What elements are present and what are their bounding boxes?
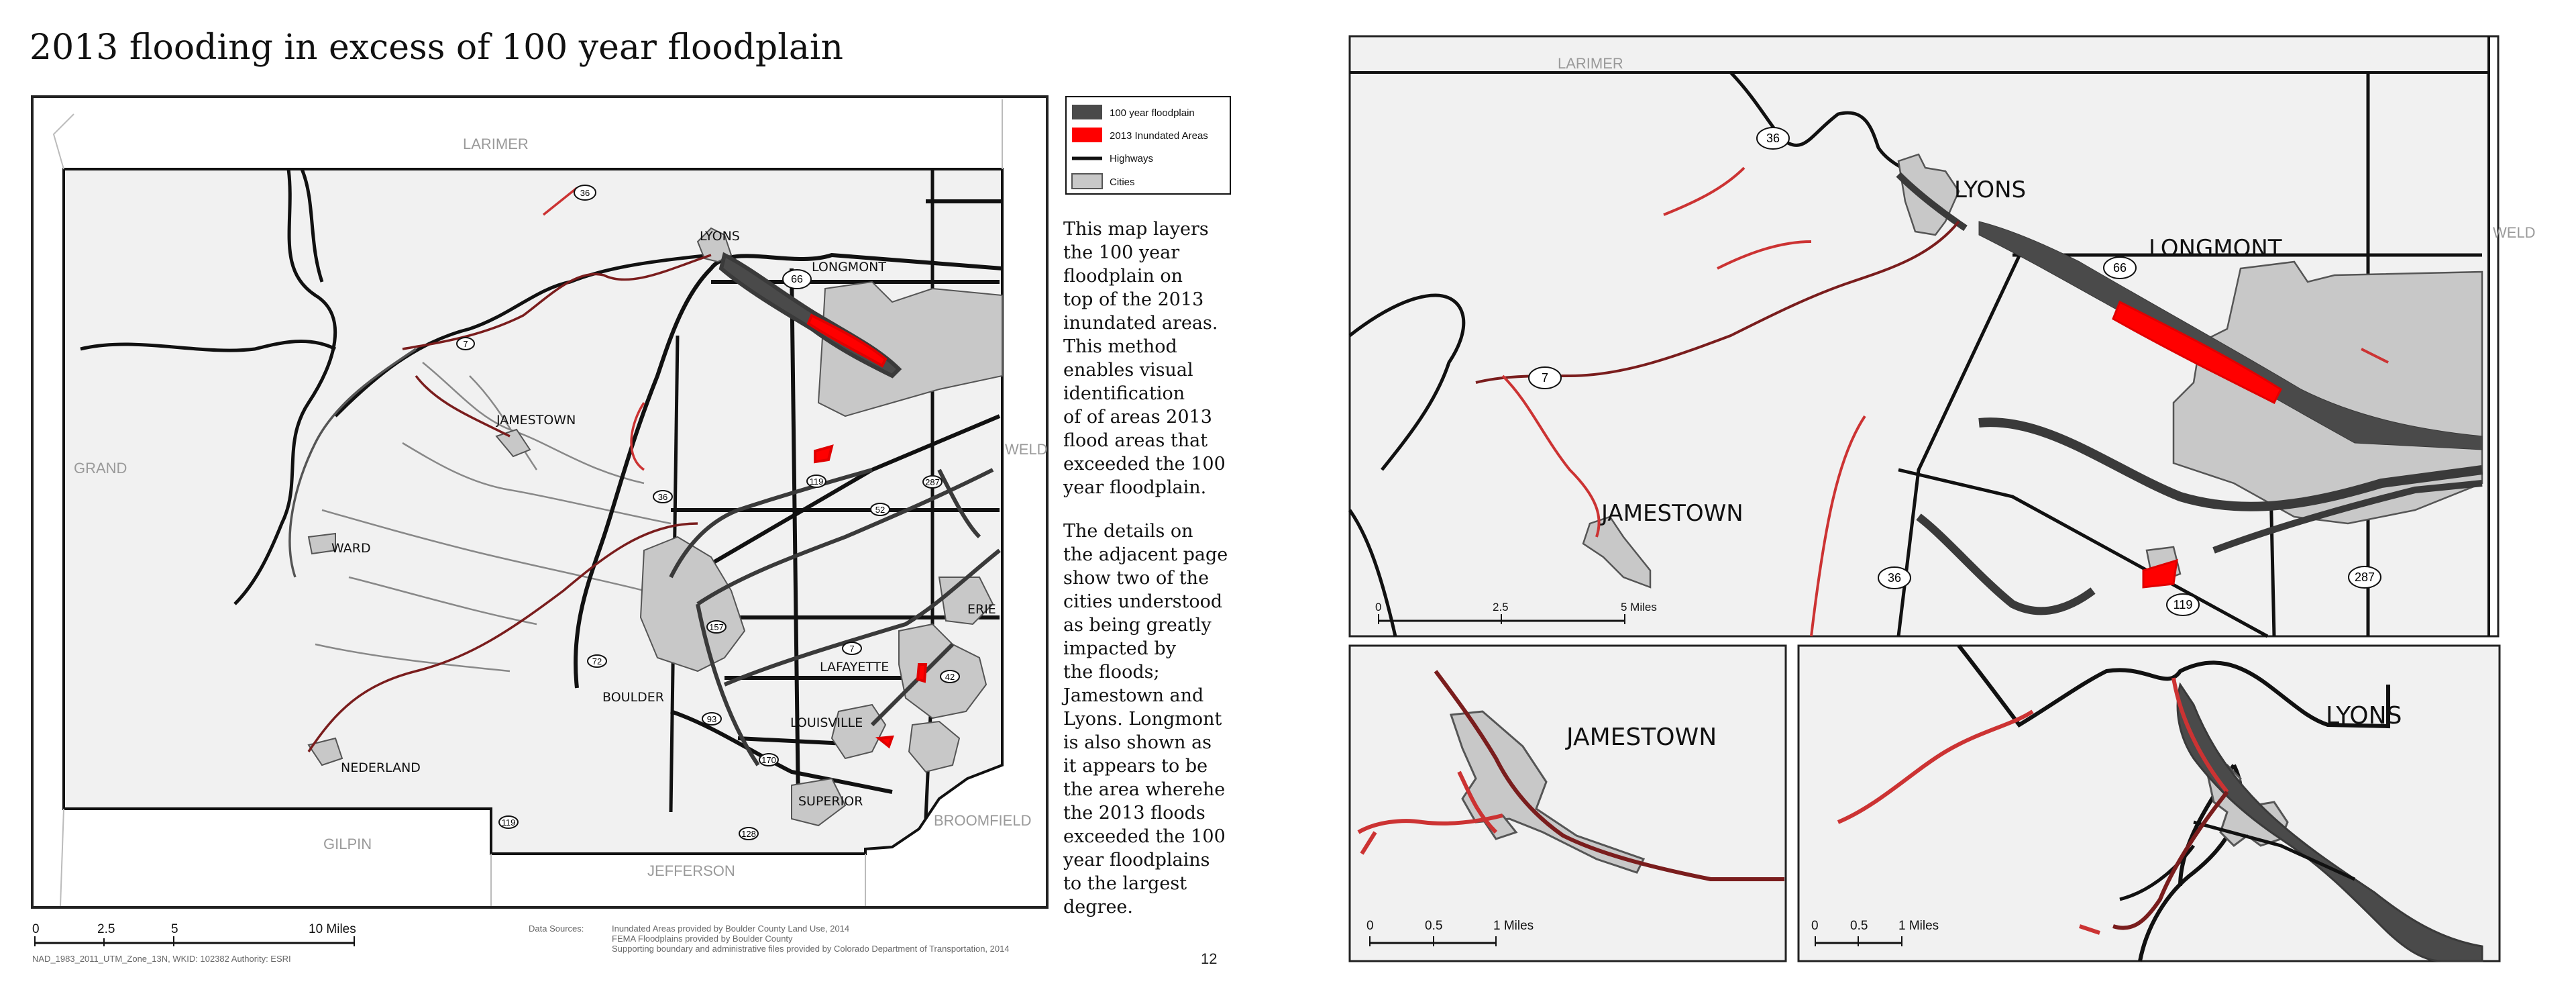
- highway-shield: [759, 754, 778, 766]
- city-label-superior: SUPERIOR: [798, 794, 863, 809]
- svg-text:Jamestown and: Jamestown and: [1063, 685, 1204, 706]
- svg-text:170: 170: [761, 755, 776, 765]
- county-label-broomfield: BROOMFIELD: [934, 812, 1032, 829]
- legend-swatch-cities: [1072, 174, 1102, 189]
- svg-text:0: 0: [1375, 601, 1382, 613]
- county-label-grand: GRAND: [74, 460, 127, 477]
- svg-text:impacted by: impacted by: [1063, 638, 1176, 659]
- city-label-jamestown: JAMESTOWN: [496, 413, 576, 428]
- svg-text:0.5: 0.5: [1850, 919, 1868, 933]
- legend-swatch-floodplain: [1072, 105, 1102, 119]
- svg-text:10 Miles: 10 Miles: [309, 922, 356, 936]
- svg-text:as being greatly: as being greatly: [1063, 615, 1212, 636]
- highway-shield: [499, 816, 518, 828]
- svg-text:5 Miles: 5 Miles: [1621, 601, 1657, 613]
- svg-text:66: 66: [791, 274, 803, 285]
- detail-jamestown-title: JAMESTOWN: [1566, 724, 1717, 751]
- svg-text:This map layers: This map layers: [1063, 219, 1209, 240]
- city-label-lyons: LYONS: [700, 229, 740, 244]
- city-label-nederland: NEDERLAND: [341, 760, 421, 775]
- svg-text:119: 119: [2173, 598, 2193, 611]
- svg-text:2.5: 2.5: [97, 922, 115, 936]
- svg-text:1 Miles: 1 Miles: [1898, 919, 1939, 933]
- svg-text:1 Miles: 1 Miles: [1493, 919, 1534, 933]
- svg-text:show two of the: show two of the: [1063, 568, 1210, 589]
- city-label-erie: ERIE: [967, 602, 996, 617]
- county-label-larimer: LARIMER: [1558, 55, 1623, 72]
- svg-text:the 2013 floods: the 2013 floods: [1063, 803, 1205, 824]
- highway-shield: [783, 270, 811, 289]
- svg-text:year floodplain.: year floodplain.: [1063, 477, 1207, 498]
- svg-text:the 100 year: the 100 year: [1063, 242, 1180, 263]
- svg-text:year floodplains: year floodplains: [1063, 850, 1210, 870]
- svg-text:287: 287: [2354, 570, 2375, 584]
- city-label-ward: WARD: [331, 541, 371, 556]
- svg-text:7: 7: [849, 644, 855, 654]
- svg-text:0.5: 0.5: [1425, 919, 1443, 933]
- svg-text:119: 119: [501, 817, 516, 828]
- highway-shield: [923, 476, 942, 488]
- svg-text:inundated areas.: inundated areas.: [1063, 313, 1218, 334]
- highway-shield: [807, 475, 826, 487]
- svg-text:identification: identification: [1063, 383, 1185, 404]
- legend: [1066, 97, 1230, 194]
- svg-text:93: 93: [706, 714, 717, 724]
- highway-shield: [653, 491, 672, 503]
- highway-shield: [707, 621, 726, 633]
- city-label-lyons: LYONS: [1954, 177, 2027, 203]
- svg-text:0: 0: [32, 922, 40, 936]
- county-label-weld: WELD: [2493, 224, 2536, 241]
- city-label-longmont: LONGMONT: [812, 260, 886, 275]
- svg-text:2.5: 2.5: [1493, 601, 1509, 613]
- svg-text:is also shown as: is also shown as: [1063, 732, 1212, 753]
- highway-shield: [588, 655, 606, 667]
- svg-text:7: 7: [1541, 371, 1549, 385]
- svg-text:This method: This method: [1063, 336, 1177, 357]
- svg-text:it appears to be: it appears to be: [1063, 756, 1208, 777]
- svg-text:42: 42: [945, 672, 955, 682]
- highway-shield: [843, 642, 861, 654]
- legend-swatch-inundated: [1072, 128, 1102, 142]
- data-sources-label: Data Sources:: [529, 924, 584, 934]
- county-label-larimer: LARIMER: [463, 136, 529, 152]
- svg-text:top of the 2013: top of the 2013: [1063, 289, 1204, 310]
- city-label-lafayette: LAFAYETTE: [820, 660, 890, 675]
- projection-note: NAD_1983_2011_UTM_Zone_13N, WKID: 102382 Authority: ESRI: [32, 954, 291, 964]
- svg-text:the adjacent page: the adjacent page: [1063, 544, 1228, 565]
- city-label-louisville: LOUISVILLE: [790, 715, 863, 730]
- svg-text:72: 72: [592, 656, 602, 666]
- highway-shield: [2349, 566, 2381, 588]
- svg-text:5: 5: [171, 922, 178, 936]
- main-scale-bar: [32, 922, 356, 946]
- highway-shield: [2167, 594, 2199, 615]
- svg-text:cities understood: cities understood: [1063, 591, 1223, 612]
- highway-shield: [1529, 367, 1561, 389]
- svg-text:Lyons. Longmont: Lyons. Longmont: [1063, 709, 1222, 730]
- svg-text:flood areas that: flood areas that: [1063, 430, 1208, 451]
- svg-text:157: 157: [709, 622, 724, 632]
- svg-text:floodplain on: floodplain on: [1063, 266, 1183, 287]
- data-source-line: Supporting boundary and administrative files provided by Colorado Department of Transportation, 2014: [612, 944, 1010, 954]
- highway-shield: [574, 185, 596, 200]
- svg-text:0: 0: [1366, 919, 1374, 933]
- svg-text:the floods;: the floods;: [1063, 662, 1160, 683]
- highway-shield: [702, 713, 721, 725]
- detail-map-top: [1350, 36, 2536, 636]
- county-label-gilpin: GILPIN: [323, 836, 372, 852]
- highway-shield: [2104, 257, 2136, 279]
- svg-text:The details on: The details on: [1063, 521, 1193, 542]
- legend-label: 100 year floodplain: [1110, 107, 1195, 119]
- detail-lyons-title: LYONS: [2326, 702, 2402, 730]
- legend-label: 2013 Inundated Areas: [1110, 130, 1208, 142]
- city-label-longmont: LONGMONT: [2149, 235, 2282, 262]
- highway-shield: [1757, 128, 1789, 149]
- city-label-boulder: BOULDER: [602, 690, 664, 705]
- highway-shield: [739, 828, 758, 840]
- svg-text:36: 36: [657, 492, 668, 502]
- svg-text:exceeded the 100: exceeded the 100: [1063, 454, 1226, 475]
- svg-text:of of areas 2013: of of areas 2013: [1063, 407, 1212, 428]
- description-text: [1061, 219, 1228, 917]
- svg-text:exceeded the 100: exceeded the 100: [1063, 826, 1226, 847]
- highway-shield: [1878, 567, 1911, 589]
- highway-shield: [871, 503, 890, 515]
- page-number: 12: [1201, 950, 1218, 967]
- county-label-jefferson: JEFFERSON: [647, 862, 735, 879]
- detail-map-lyons: [1799, 646, 2500, 961]
- svg-text:287: 287: [925, 477, 940, 487]
- legend-label: Cities: [1110, 177, 1135, 188]
- svg-text:52: 52: [875, 505, 885, 515]
- svg-text:enables visual: enables visual: [1063, 360, 1193, 381]
- svg-text:119: 119: [809, 477, 824, 487]
- svg-text:the area wherehe: the area wherehe: [1063, 779, 1226, 800]
- svg-text:36: 36: [1887, 571, 1902, 585]
- svg-text:66: 66: [2112, 261, 2127, 275]
- svg-text:36: 36: [580, 188, 590, 198]
- city-label-jamestown: JAMESTOWN: [1601, 500, 1743, 527]
- highway-shield: [457, 338, 474, 350]
- data-source-line: FEMA Floodplains provided by Boulder County: [612, 934, 793, 944]
- legend-label: Highways: [1110, 153, 1154, 164]
- svg-text:7: 7: [463, 339, 468, 349]
- svg-text:36: 36: [1766, 132, 1780, 145]
- svg-text:128: 128: [741, 829, 756, 839]
- highway-shield: [941, 670, 959, 683]
- svg-text:degree.: degree.: [1063, 897, 1133, 917]
- detail-map-jamestown: [1350, 646, 1786, 961]
- main-map: [32, 97, 1048, 946]
- data-source-line: Inundated Areas provided by Boulder County Land Use, 2014: [612, 924, 850, 934]
- county-label-weld: WELD: [1005, 441, 1048, 458]
- svg-text:0: 0: [1811, 919, 1819, 933]
- page-title: 2013 flooding in excess of 100 year floodplain: [30, 28, 843, 68]
- svg-text:to the largest: to the largest: [1063, 873, 1187, 894]
